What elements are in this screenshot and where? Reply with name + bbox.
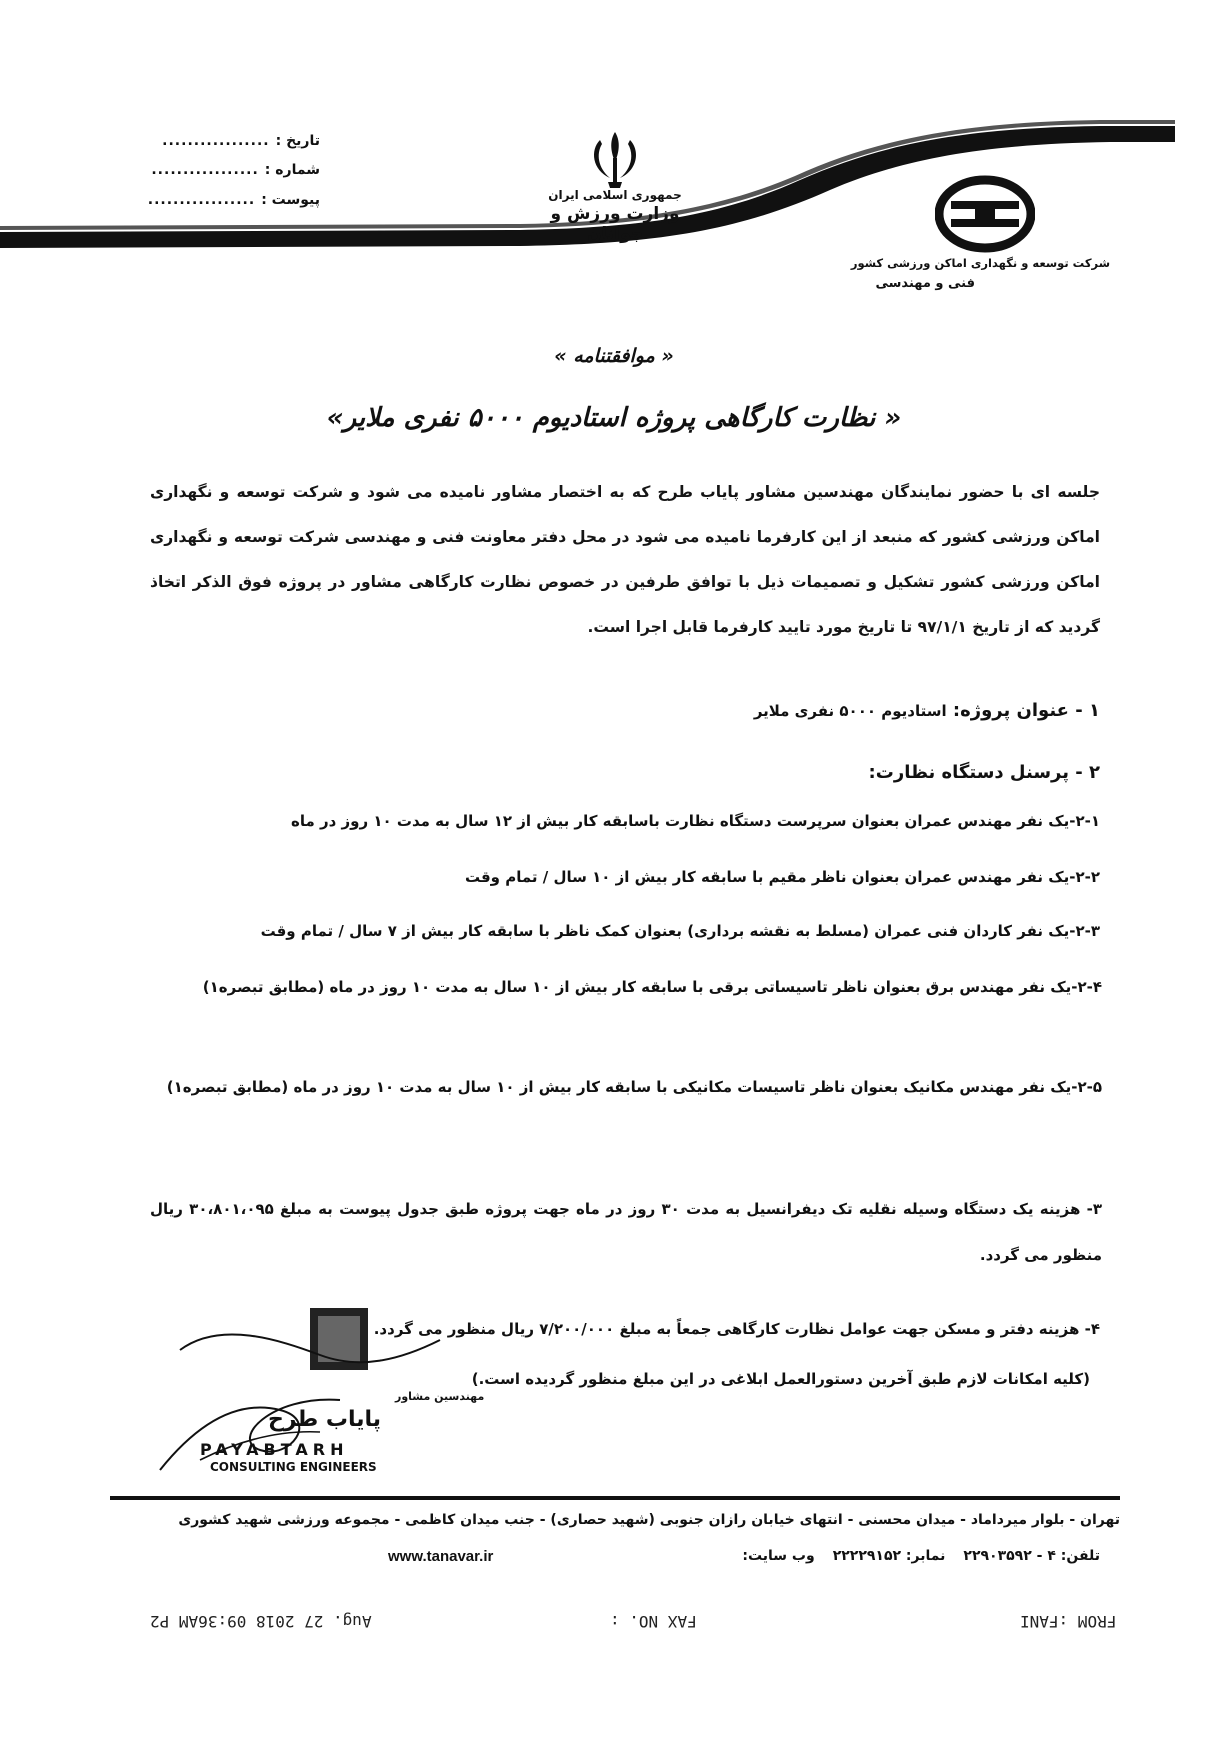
footer-fax: نمابر: ۲۲۲۲۹۱۵۲ [832,1548,946,1564]
footer-divider [110,1496,1120,1500]
stamp-top-text: مهندسین مشاور [395,1390,485,1403]
date-field [120,133,320,149]
intro-paragraph: جلسه ای با حضور نمایندگان مهندسین مشاور پایاب طرح که به اختصار مشاور نامیده می شود و شرکت توسعه و نگهداری اماکن ورزشی کشور که منبعد از این کارفرما نامیده می شود در محل دفتر معاونت فنی و مهندسی شرکت توسعه و نگهداری اماکن ورزشی کشور تشکیل و تصمیمات ذیل با توافق طرفین در خصوص نظارت کارگاهی مشاور در پروژه فوق الذکر اتخاذ گردید که از تاریخ ۹۷/۱/۱ تا تاریخ مورد تایید کارفرما قابل اجرا است. [150,483,1100,636]
attachment-label: پیوست : [261,192,320,208]
iran-emblem-icon [580,128,650,190]
personnel-item-1: ۲-۱-یک نفر مهندس عمران بعنوان سرپرست دستگاه نظارت باسابقه کار بیش از ۱۲ سال به مدت ۱۰ روز در ماه [290,812,1100,830]
fax-number: FAX NO. : [610,1612,697,1631]
attachment-value: ................. [147,192,256,208]
section-3-vehicle-cost: ۳- هزینه یک دستگاه وسیله نقلیه تک دیفرانسیل به مدت ۳۰ روز در ماه جهت پروژه طبق جدول پیوست به مبلغ ۳۰،۸۰۱،۰۹۵ ریال منظور می گردد. [150,1200,1102,1264]
ministry-name: وزارت ورزش و جوانان [550,204,680,244]
stamp-name-en: PAYABTARH [200,1440,349,1459]
number-value: ................. [151,162,259,178]
stamp-subtitle-en: CONSULTING ENGINEERS [210,1460,377,1474]
document-subtitle: « نظارت کارگاهی پروژه استادیوم ۵۰۰۰ نفری ملایر» [326,403,902,433]
company-logo-icon [935,175,1035,253]
personnel-item-4: ۲-۴-یک نفر مهندس برق بعنوان ناظر تاسیساتی برقی با سابقه کار بیش از ۱۰ سال به مدت ۱۰ روز در ماه (مطابق تبصره۱) [202,978,1102,996]
date-label: تاریخ : [275,133,320,149]
section-4-office-cost: ۴- هزینه دفتر و مسکن جهت عوامل نظارت کارگاهی جمعاً به مبلغ ۷/۲۰۰/۰۰۰ ریال منظور می گردد. [373,1320,1100,1338]
section-2-heading: ۲ - پرسنل دستگاه نظارت: [868,762,1100,783]
personnel-item-5: ۲-۵-یک نفر مهندس مکانیک بعنوان ناظر تاسیسات مکانیکی با سابقه کار بیش از ۱۰ سال به مدت ۱۰ روز در ماه (مطابق تبصره۱) [166,1078,1102,1096]
section-4-note: (کلیه امکانات لازم طبق آخرین دستورالعمل ابلاغی در این مبلغ منظور گردیده است.) [471,1370,1090,1388]
date-value: ................. [162,133,270,149]
number-field [120,162,320,178]
company-department: فنی و مهندسی [875,276,975,291]
section-project-title [754,700,1100,721]
footer-contact [742,1548,1100,1564]
number-label: شماره : [264,162,320,178]
fax-from: FROM :FANI [1020,1612,1117,1631]
attachment-field [120,192,320,208]
personnel-item-2: ۲-۲-یک نفر مهندس عمران بعنوان ناظر مقیم با سابقه کار بیش از ۱۰ سال / تمام وقت [464,868,1100,886]
footer-site-label: وب سایت: [742,1548,815,1564]
footer-address: تهران - بلوار میرداماد - میدان محسنی - انتهای خیابان رازان جنوبی (شهید حصاری) - جنب میدان کاظمی - مجموعه ورزشی شهید کشوری [178,1512,1120,1528]
fax-timestamp: Aug. 27 2018 09:36AM P2 [150,1612,372,1631]
personnel-item-3: ۲-۳-یک نفر کاردان فنی عمران (مسلط به نقشه برداری) بعنوان کمک ناظر با سابقه کار بیش از ۷ سال / تمام وقت [260,922,1100,940]
company-name: شرکت توسعه و نگهداری اماکن ورزشی کشور [850,256,1110,270]
stamp-company-name: پایاب طرح [268,1407,382,1432]
footer-phone: تلفن: ۴ - ۲۲۹۰۳۵۹۲ [963,1548,1100,1564]
footer-website: www.tanavar.ir [388,1548,494,1565]
government-name: جمهوری اسلامی ایران [548,188,682,202]
section-1-label: ۱ - عنوان پروژه: [952,700,1100,721]
document-title: « موافقتنامه » [554,345,674,367]
section-1-value: استادیوم ۵۰۰۰ نفری ملایر [753,702,947,720]
